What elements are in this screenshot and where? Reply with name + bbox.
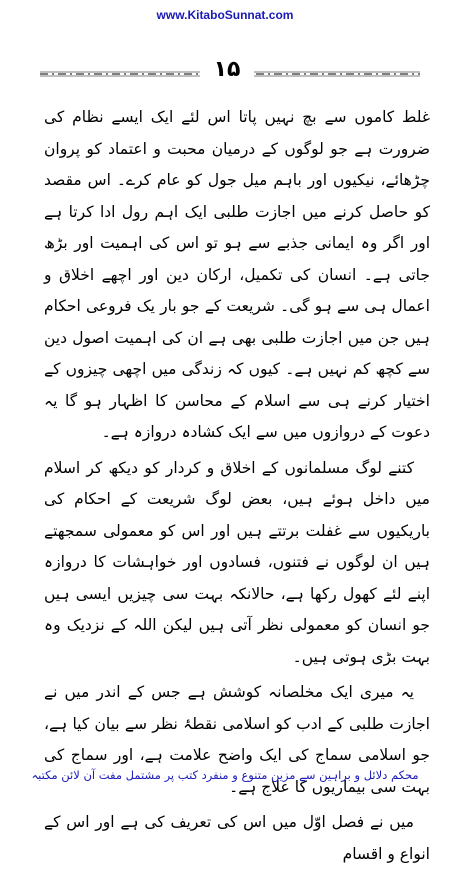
paragraph: میں نے فصل اوّل میں اس کی تعریف کی ہے اور اس کے انواع و اقسام bbox=[44, 813, 430, 863]
paragraph: کتنے لوگ مسلمانوں کے اخلاق و کردار کو دیکھ کر اسلام میں داخل ہوئے ہیں، بعض لوگ شریعت کے احکام کی باریکیوں سے غفلت برتتے ہیں اور اس کو معمولی سمجھتے ہیں ان لوگوں نے فتنوں، فسادوں اور خواہشات کا دروازہ اپنے لئے کھول رکھا ہے، حالانکہ بہت سی چیزیں ایسی ہیں جو انسان کو معمولی نظر آتی ہیں لیکن اللہ کے نزدیک وہ بہت بڑی ہوتی ہیں۔ bbox=[44, 458, 430, 666]
paragraph: غلط کاموں سے بچ نہیں پاتا اس لئے ایک ایسے نظام کی ضرورت ہے جو لوگوں کے درمیان محبت و اعتماد کو پروان چڑھائے، نیکیوں اور باہم میل جول کو عام کرے۔ اس مقصد کو حاصل کرنے میں اجازت طلبی ایک اہم رول ادا کرتا ہے اور اگر وہ ایمانی جذبے سے ہو تو اس کی اہمیت اور بڑھ جاتی ہے۔ انسان کی تکمیل، ارکان دین اور اچھے اخلاق و اعمال ہی سے ہو گی۔ شریعت کے جو بار یک فروعی احکام ہیں جن میں اجازت طلبی بھی ہے ان کی اہمیت اصول دین سے کچھ کم نہیں ہے۔ کیوں کہ زندگی میں اچھی چیزوں کے اختیار کرنے ہی سے اسلام کے محاسن کا اظہار ہو گا یہ دعوت کے دروازوں میں سے ایک کشادہ دروازہ ہے۔ bbox=[44, 108, 430, 441]
page-body bbox=[44, 102, 430, 874]
site-url[interactable]: www.KitaboSunnat.com bbox=[156, 8, 294, 22]
footer-tagline: محکم دلائل و براہین سے مزین متنوع و منفرد کتب پر مشتمل مفت آن لائن مکتبہ bbox=[31, 768, 419, 782]
paragraph: یہ میری ایک مخلصانہ کوشش ہے جس کے اندر میں نے اجازت طلبی کے ادب کو اسلامی نقطۂ نظر سے بیان کیا ہے، جو اسلامی سماج کی ایک واضح علامت ہے، اور سماج کی بہت سی بیماریوں کا علاج ہے۔ bbox=[44, 683, 430, 796]
page-number: ۱۵ bbox=[200, 57, 254, 82]
